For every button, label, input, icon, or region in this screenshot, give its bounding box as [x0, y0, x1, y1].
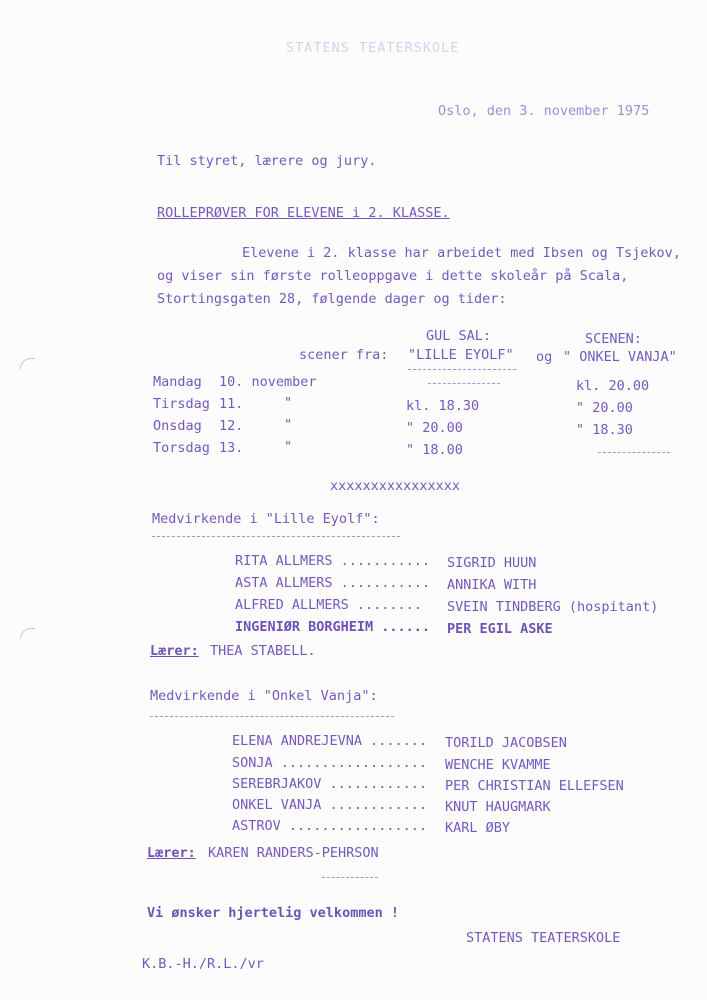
cast-actor: PER EGIL ASKE	[447, 621, 553, 637]
cast-actor: KNUT HAUGMARK	[445, 799, 551, 815]
subject: ROLLEPRØVER FOR ELEVENE i 2. KLASSE.	[157, 205, 450, 221]
cast-role: SONJA ..................	[232, 755, 428, 771]
closing-greeting: Vi ønsker hjertelig velkommen !	[147, 905, 399, 921]
ditto-mark: "	[284, 439, 293, 455]
closing-dash	[322, 877, 378, 878]
schedule-day: Onsdag	[153, 418, 202, 434]
schedule-time-scenen: " 20.00	[576, 400, 633, 416]
play-onkel-vanja: " ONKEL VANJA"	[563, 349, 677, 365]
cast-role: ASTROV .................	[232, 818, 428, 834]
section-separator: xxxxxxxxxxxxxxxx	[330, 478, 461, 494]
schedule-day: Tirsdag	[153, 396, 210, 412]
recipients: Til styret, lærere og jury.	[157, 153, 377, 169]
schedule-time-gul-sal: " 18.00	[406, 442, 463, 458]
schedule-date: 12.	[219, 418, 244, 434]
reference: K.B.-H./R.L./vr	[142, 956, 264, 972]
date-line: Oslo, den 3. november 1975	[438, 103, 650, 119]
cast-role: ALFRED ALLMERS ........	[235, 597, 422, 613]
teacher-name: KAREN RANDERS-PEHRSON	[208, 845, 379, 861]
scenes-label: scener fra:	[299, 347, 389, 363]
letterhead: STATENS TEATERSKOLE	[286, 40, 460, 56]
punch-hole-mark	[20, 628, 35, 639]
cast-role: SEREBRJAKOV ............	[232, 776, 428, 792]
cast-actor: ANNIKA WITH	[447, 577, 537, 593]
and-word: og	[536, 349, 553, 365]
cast-role: RITA ALLMERS ...........	[235, 553, 431, 569]
body-line: Stortingsgaten 28, følgende dager og tider:	[157, 291, 507, 307]
schedule-date: 11.	[219, 396, 244, 412]
cast-actor: PER CHRISTIAN ELLEFSEN	[445, 778, 624, 794]
cast-actor: TORILD JACOBSEN	[445, 735, 567, 751]
cast-actor: KARL ØBY	[445, 820, 511, 836]
schedule-time-scenen: kl. 20.00	[576, 378, 650, 394]
heading-underline	[150, 716, 394, 717]
body-line: Elevene i 2. klasse har arbeidet med Ibsen og Tsjekov,	[242, 245, 681, 261]
teacher-label: Lærer:	[150, 643, 199, 659]
no-performance-dash	[598, 452, 670, 453]
cast-role: ASTA ALLMERS ...........	[235, 575, 431, 591]
schedule-time-gul-sal: " 20.00	[406, 420, 463, 436]
schedule-date: 13.	[219, 440, 244, 456]
ditto-mark: "	[284, 395, 293, 411]
ditto-mark: "	[284, 417, 293, 433]
no-performance-dash	[428, 383, 500, 384]
teacher-name: THEA STABELL.	[210, 643, 316, 659]
cast-actor: SVEIN TINDBERG (hospitant)	[447, 599, 659, 615]
venue-scenen: SCENEN:	[585, 331, 642, 347]
cast-role: INGENIØR BORGHEIM ......	[235, 619, 431, 635]
punch-hole-mark	[20, 358, 35, 369]
teacher-label: Lærer:	[147, 845, 196, 861]
cast-heading-lille-eyolf: Medvirkende i "Lille Eyolf":	[152, 511, 380, 527]
heading-underline	[152, 536, 400, 537]
play-lille-eyolf: "LILLE EYOLF"	[408, 347, 514, 363]
signature: STATENS TEATERSKOLE	[466, 930, 621, 946]
schedule-time-gul-sal: kl. 18.30	[406, 398, 480, 414]
cast-actor: WENCHE KVAMME	[445, 757, 551, 773]
schedule-time-scenen: " 18.30	[576, 422, 633, 438]
cast-actor: SIGRID HUUN	[447, 555, 537, 571]
schedule-day: Mandag	[153, 374, 202, 390]
body-line: og viser sin første rolleoppgave i dette skoleår på Scala,	[157, 268, 629, 284]
schedule-day: Torsdag	[153, 440, 210, 456]
play-underline	[408, 369, 516, 370]
cast-role: ONKEL VANJA ............	[232, 797, 428, 813]
schedule-date: 10. november	[219, 374, 317, 390]
venue-gul-sal: GUL SAL:	[426, 328, 492, 344]
cast-role: ELENA ANDREJEVNA .......	[232, 733, 428, 749]
cast-heading-onkel-vanja: Medvirkende i "Onkel Vanja":	[150, 688, 378, 704]
